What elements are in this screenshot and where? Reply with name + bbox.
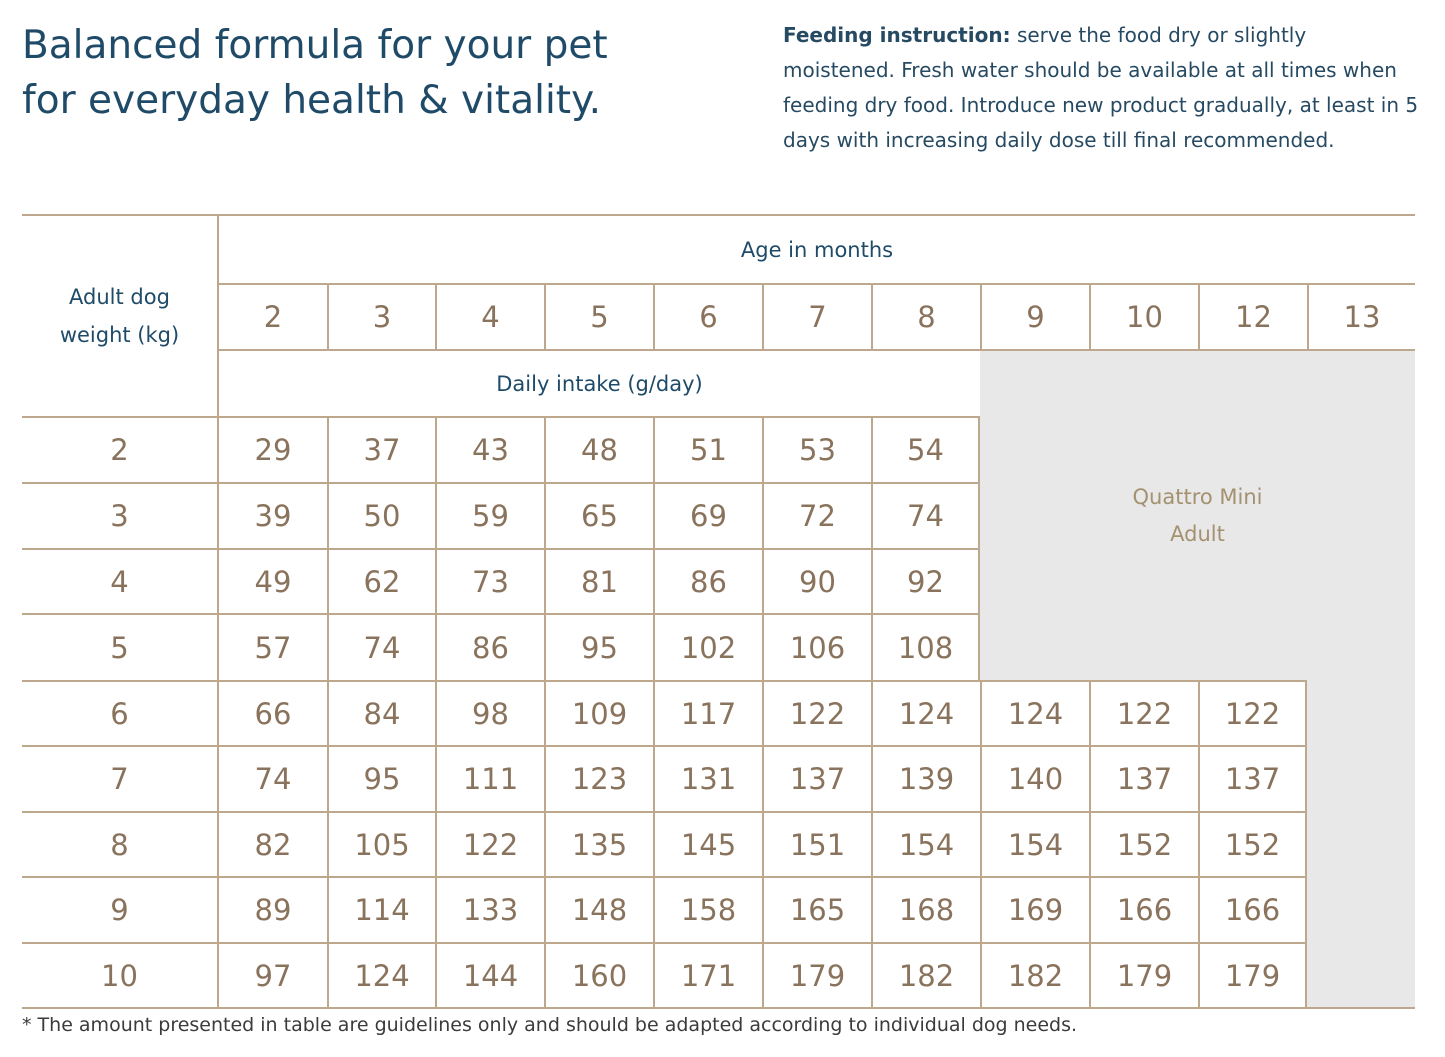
- intake-cell: 72: [762, 482, 871, 548]
- intake-cell: 169: [980, 876, 1089, 942]
- age-header-cell: 9: [980, 283, 1089, 349]
- intake-cell: 29: [217, 416, 327, 482]
- weight-cell: 8: [22, 811, 217, 876]
- intake-cell: 124: [871, 680, 980, 745]
- intake-cell: 51: [653, 416, 762, 482]
- daily-intake-header: Daily intake (g/day): [217, 349, 980, 416]
- intake-cell: 95: [544, 613, 653, 680]
- feeding-table: [22, 214, 1415, 1009]
- intake-cell: 48: [544, 416, 653, 482]
- intake-cell: 124: [980, 680, 1089, 745]
- age-header-cell: 3: [327, 283, 435, 349]
- intake-cell: 106: [762, 613, 871, 680]
- adult-food-region: [980, 349, 1415, 680]
- intake-cell: 39: [217, 482, 327, 548]
- weight-cell: 2: [22, 416, 217, 482]
- intake-cell: 137: [1198, 745, 1307, 811]
- age-header-cell: 5: [544, 283, 653, 349]
- intake-cell: 152: [1089, 811, 1198, 876]
- intake-cell: 122: [762, 680, 871, 745]
- age-header: Age in months: [217, 216, 1415, 283]
- intake-cell: 148: [544, 876, 653, 942]
- intake-cell: 122: [435, 811, 544, 876]
- intake-cell: 111: [435, 745, 544, 811]
- intake-cell: 57: [217, 613, 327, 680]
- intake-cell: 90: [762, 548, 871, 613]
- intake-cell: 151: [762, 811, 871, 876]
- intake-cell: 122: [1089, 680, 1198, 745]
- intake-cell: 54: [871, 416, 980, 482]
- intake-cell: 123: [544, 745, 653, 811]
- age-header-cell: 7: [762, 283, 871, 349]
- intake-cell: 122: [1198, 680, 1307, 745]
- weight-cell: 3: [22, 482, 217, 548]
- intake-cell: 179: [1089, 942, 1198, 1007]
- page-title: [22, 18, 722, 128]
- intake-cell: 59: [435, 482, 544, 548]
- intake-cell: 81: [544, 548, 653, 613]
- intake-cell: 133: [435, 876, 544, 942]
- weight-cell: 10: [22, 942, 217, 1007]
- age-header-cell: 12: [1198, 283, 1307, 349]
- intake-cell: 154: [980, 811, 1089, 876]
- intake-cell: 37: [327, 416, 435, 482]
- intake-cell: 69: [653, 482, 762, 548]
- intake-cell: 49: [217, 548, 327, 613]
- intake-cell: 179: [1198, 942, 1307, 1007]
- intake-cell: 165: [762, 876, 871, 942]
- intake-cell: 92: [871, 548, 980, 613]
- intake-cell: 152: [1198, 811, 1307, 876]
- intake-cell: 97: [217, 942, 327, 1007]
- intake-cell: 95: [327, 745, 435, 811]
- weight-cell: 5: [22, 613, 217, 680]
- intake-cell: 131: [653, 745, 762, 811]
- intake-cell: 145: [653, 811, 762, 876]
- weight-cell: 7: [22, 745, 217, 811]
- weight-column-header: [22, 216, 217, 416]
- intake-cell: 144: [435, 942, 544, 1007]
- age-header-cell: 6: [653, 283, 762, 349]
- intake-cell: 135: [544, 811, 653, 876]
- weight-cell: 9: [22, 876, 217, 942]
- feeding-instruction: [783, 18, 1423, 158]
- intake-cell: 73: [435, 548, 544, 613]
- intake-cell: 62: [327, 548, 435, 613]
- intake-cell: 109: [544, 680, 653, 745]
- adult-food-region-extension: [1307, 680, 1415, 1007]
- intake-cell: 74: [871, 482, 980, 548]
- weight-cell: 6: [22, 680, 217, 745]
- intake-cell: 166: [1198, 876, 1307, 942]
- intake-cell: 65: [544, 482, 653, 548]
- intake-cell: 86: [653, 548, 762, 613]
- adult-food-label-line-2: Adult: [1170, 521, 1225, 546]
- intake-cell: 86: [435, 613, 544, 680]
- intake-cell: 53: [762, 416, 871, 482]
- intake-cell: 171: [653, 942, 762, 1007]
- intake-cell: 117: [653, 680, 762, 745]
- weight-label-line-1: Adult dog: [69, 285, 170, 309]
- intake-cell: 84: [327, 680, 435, 745]
- intake-cell: 89: [217, 876, 327, 942]
- intake-cell: 43: [435, 416, 544, 482]
- age-header-cell: 4: [435, 283, 544, 349]
- adult-food-label-line-1: Quattro Mini: [1132, 484, 1263, 509]
- intake-cell: 114: [327, 876, 435, 942]
- intake-cell: 137: [1089, 745, 1198, 811]
- feeding-instruction-label: Feeding instruction:: [783, 23, 1011, 47]
- age-header-cell: 10: [1089, 283, 1198, 349]
- age-header-cell: 13: [1307, 283, 1415, 349]
- intake-cell: 137: [762, 745, 871, 811]
- weight-label-line-2: weight (kg): [59, 323, 180, 347]
- title-line-1: Balanced formula for your pet: [22, 23, 608, 68]
- intake-cell: 74: [327, 613, 435, 680]
- intake-cell: 166: [1089, 876, 1198, 942]
- intake-cell: 140: [980, 745, 1089, 811]
- intake-cell: 50: [327, 482, 435, 548]
- intake-cell: 124: [327, 942, 435, 1007]
- title-line-2: for everyday health & vitality.: [22, 78, 601, 123]
- intake-cell: 108: [871, 613, 980, 680]
- intake-cell: 98: [435, 680, 544, 745]
- age-header-cell: 8: [871, 283, 980, 349]
- intake-cell: 102: [653, 613, 762, 680]
- intake-cell: 179: [762, 942, 871, 1007]
- intake-cell: 160: [544, 942, 653, 1007]
- intake-cell: 139: [871, 745, 980, 811]
- intake-cell: 168: [871, 876, 980, 942]
- intake-cell: 74: [217, 745, 327, 811]
- intake-cell: 66: [217, 680, 327, 745]
- age-header-cell: 2: [217, 283, 327, 349]
- weight-cell: 4: [22, 548, 217, 613]
- feeding-instruction-text: serve the food dry or slightly moistened. Fresh water should be available at all times when feeding dry food. Introduce new product gradually, at least in 5 days with increasing daily dose till final recommended.: [783, 23, 1419, 152]
- intake-cell: 82: [217, 811, 327, 876]
- intake-cell: 154: [871, 811, 980, 876]
- intake-cell: 182: [980, 942, 1089, 1007]
- intake-cell: 105: [327, 811, 435, 876]
- intake-cell: 158: [653, 876, 762, 942]
- footnote: * The amount presented in table are guidelines only and should be adapted according to individual dog needs.: [22, 1014, 1078, 1036]
- intake-cell: 182: [871, 942, 980, 1007]
